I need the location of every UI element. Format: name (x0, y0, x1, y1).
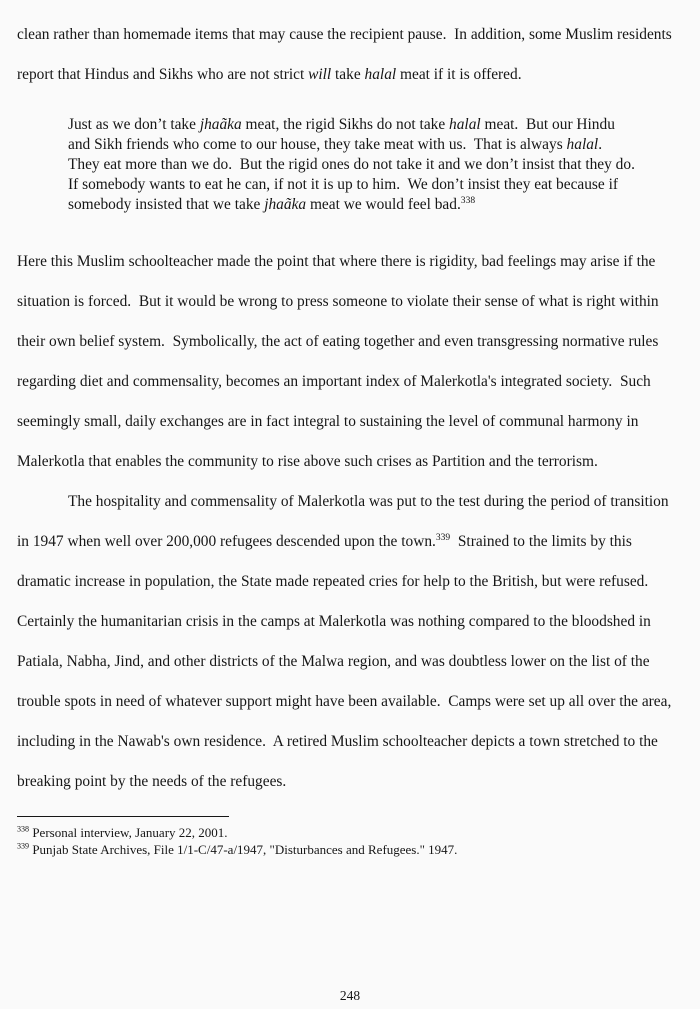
paragraph-hospitality: The hospitality and commensality of Malerkotla was put to the test during the period of transition in 1947 when well over 200,000 refugees descended upon the town.$^{339}$ Strained to the limits by this dramatic increase in population, the State made repeated cries for help to the British, but were refused. Certainly the humanitarian crisis in the camps at Malerkotla was nothing compared to the bloodshed in Patiala, Nabha, Jind, and other districts of the Malwa region, and was doubtless lower on the list of the trouble spots in need of whatever support might have been available. Camps were set up all over the area, including in the Nawab's own residence. A retired Muslim schoolteacher depicts a town stretched to the breaking point by the needs of the refugees. (17, 493, 676, 790)
paragraph-commentary: Here this Muslim schoolteacher made the point that where there is rigidity, bad feelings may arise if the situation is forced. But it would be wrong to press someone to violate their sense of what is right within their own belief system. Symbolically, the act of eating together and even transgressing normative rules regarding diet and commensality, becomes an important index of Malerkotla's integrated society. Such seemingly small, daily exchanges are in fact integral to sustaining the level of communal harmony in Malerkotla that enables the community to rise above such crises as Partition and the terrorism. (17, 253, 663, 470)
footnotes-section (17, 816, 683, 858)
page-number: 248 (339, 988, 361, 1003)
footnote-list (17, 817, 683, 858)
block-quote: Just as we don’t take jhaãka meat, the rigid Sikhs do not take halal meat. But our Hindu and Sikh friends who come to our house, they take meat with us. That is always halal. They eat more than we do. But the rigid ones do not take it and we don’t insist that they do. If somebody wants to eat he can, if not it is up to him. We don’t insist they eat because if somebody insisted that we take jhaãka meat we would feel bad.$^{338}$ (68, 116, 643, 213)
footnote-339: $^{339}$ Punjab State Archives, File 1/1-C/47-a/1947, "Disturbances and Refugees." 1947. (17, 841, 458, 857)
paragraph-continuation: clean rather than homemade items that may cause the recipient pause. In addition, some Muslim residents report that Hindus and Sikhs who are not strict will take halal meat if it is offered. (17, 26, 676, 83)
footnote-338: $^{338}$ Personal interview, January 22, 2001. (17, 824, 228, 840)
